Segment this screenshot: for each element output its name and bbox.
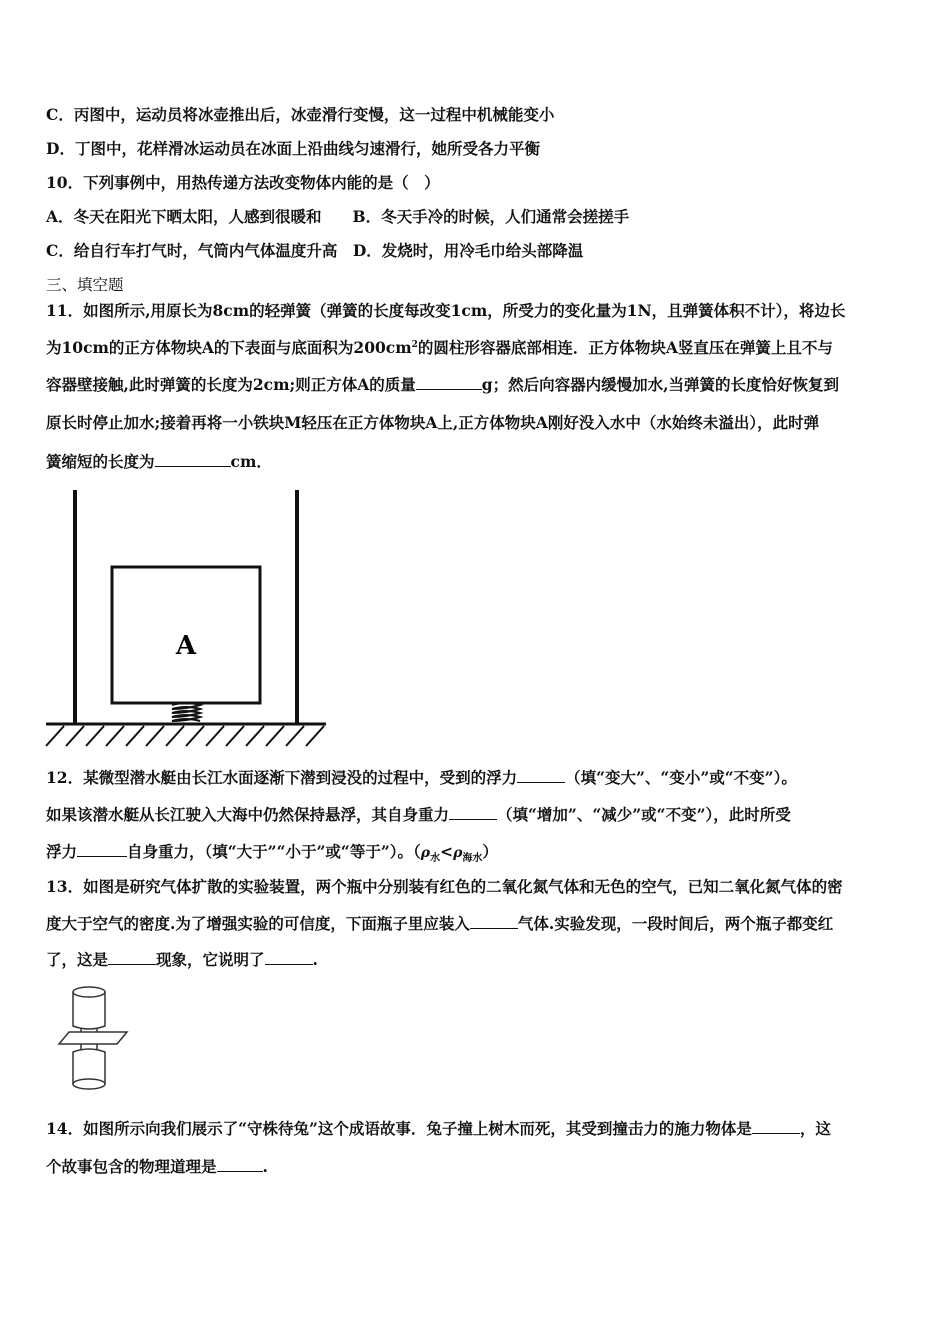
question-12-line-2 [46, 803, 791, 825]
question-10-options-cd: C．给自行车打气时，气筒内气体温度升高 D．发烧时，用冷毛巾给头部降温 [46, 241, 584, 260]
rho-subscript: 海水 [462, 853, 483, 865]
q11-text: g；然后向容器内缓慢加水,当弹簧的长度恰好恢复到 [481, 375, 840, 394]
q12-text: 浮力 [46, 842, 78, 861]
q12-text: 如果该潜水艇从长江驶入大海中仍然保持悬浮，其自身重力 [46, 805, 450, 824]
option-c-line: C．丙图中，运动员将冰壶推出后，冰壶滑行变慢，这一过程中机械能变小 [46, 105, 555, 124]
q14-text: 14．如图所示向我们展示了“守株待兔”这个成语故事．兔子撞上树木而死，其受到撞击力的施力物体是 [46, 1119, 752, 1138]
question-11-line-5 [46, 450, 272, 472]
answer-blank[interactable] [752, 1119, 800, 1134]
q13-text: . [312, 950, 318, 969]
q12-text: ） [482, 842, 498, 861]
answer-blank[interactable] [77, 842, 127, 857]
question-13-line-1: 13．如图是研究气体扩散的实验装置，两个瓶中分别装有红色的二氧化氮气体和无色的空气，已知二氧化氮气体的密 [46, 877, 843, 896]
q12-text: 12．某微型潜水艇由长江水面逐渐下潜到浸没的过程中，受到的浮力 [46, 768, 518, 787]
rho-symbol: ρ [453, 845, 463, 861]
q11-superscript: 2 [411, 339, 418, 350]
upper-bottle [73, 987, 105, 1036]
spring-container-figure [44, 488, 334, 753]
answer-blank[interactable] [155, 452, 231, 467]
cube-label: A [175, 631, 197, 661]
answer-blank[interactable] [217, 1157, 263, 1172]
question-11-line-1: 11．如图所示,用原长为8cm的轻弹簧（弹簧的长度每改变1cm，所受力的变化量为1N，且弹簧体积不计），将边长 [46, 301, 846, 320]
q11-text: 簧缩短的长度为 [46, 452, 155, 471]
answer-blank[interactable] [470, 914, 518, 929]
q11-text: 为10cm的正方体物块A的下表面与底面积为200cm [46, 338, 412, 357]
question-11-line-3 [46, 373, 839, 395]
question-13-line-2 [46, 912, 833, 934]
answer-blank[interactable] [517, 768, 565, 783]
q13-text: 度大于空气的密度.为了增强实验的可信度，下面瓶子里应装入 [46, 914, 470, 933]
gas-diffusion-bottles-figure [55, 982, 135, 1094]
floor-hatching [46, 726, 324, 746]
rho-symbol: ρ [420, 845, 431, 861]
question-11-line-2 [46, 336, 833, 358]
q13-text: 气体.实验发现，一段时间后，两个瓶子都变红 [517, 914, 834, 933]
rho-subscript: 水 [430, 853, 441, 865]
q11-text: 的圆柱形容器底部相连．正方体物块A竖直压在弹簧上且不与 [417, 338, 833, 357]
q11-text: cm． [230, 452, 272, 471]
answer-blank[interactable] [449, 805, 497, 820]
q12-text: （填“增加”、“减少”或“不变”），此时所受 [497, 805, 791, 824]
glass-plate [59, 1032, 127, 1044]
q14-text: ，这 [799, 1119, 831, 1138]
q14-text: . [262, 1157, 268, 1176]
question-14-line-1 [46, 1117, 831, 1139]
q14-text: 个故事包含的物理道理是 [46, 1157, 217, 1176]
section-heading: 三、填空题 [46, 276, 124, 294]
q13-text: 了，这是 [46, 950, 109, 969]
spring-coils [172, 703, 200, 721]
answer-blank[interactable] [108, 950, 156, 965]
question-10-options-ab: A．冬天在阳光下晒太阳，人感到很暖和 B．冬天手冷的时候，人们通常会搓搓手 [46, 207, 630, 226]
q12-text: （填“变大”、“变小”或“不变”）。 [565, 768, 797, 787]
q11-text: 容器壁接触,此时弹簧的长度为2cm;则正方体A的质量 [46, 375, 416, 394]
question-12-line-1 [46, 766, 797, 788]
q12-text: 自身重力，（填“大于”“小于”或“等于”）。（ [127, 842, 421, 861]
lower-bottle [73, 1044, 105, 1089]
answer-blank[interactable] [416, 375, 482, 390]
question-13-line-3 [46, 948, 318, 970]
q13-text: 现象，它说明了 [156, 950, 265, 969]
answer-blank[interactable] [265, 950, 313, 965]
question-11-line-4: 原长时停止加水;接着再将一小铁块M轻压在正方体物块A上,正方体物块A刚好没入水中（水始终未溢出），此时弹 [46, 413, 820, 432]
question-12-line-3 [46, 840, 498, 864]
question-10-stem: 10．下列事例中，用热传递方法改变物体内能的是（ ） [46, 173, 440, 192]
less-than: < [440, 842, 454, 861]
option-d-line: D．丁图中，花样滑冰运动员在冰面上沿曲线匀速滑行，她所受各力平衡 [46, 139, 540, 158]
question-14-line-2 [46, 1155, 268, 1177]
